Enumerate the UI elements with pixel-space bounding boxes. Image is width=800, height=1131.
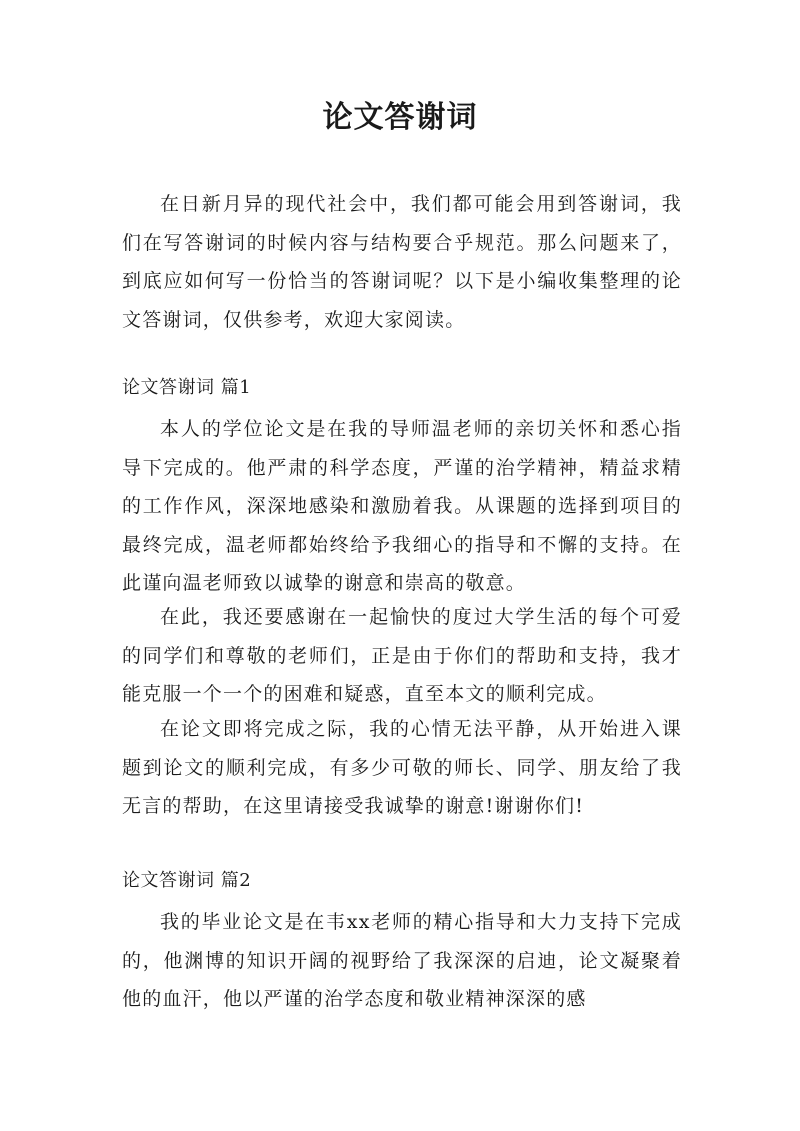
section-1-heading: 论文答谢词 篇1 [122,377,252,398]
section-1-paragraph-3: 在论文即将完成之际，我的心情无法平静，从开始进入课题到论文的顺利完成，有多少可敬的师长、同学、朋友给了我无言的帮助，在这里请接受我诚挚的谢意!谢谢你们! [122,718,682,817]
document-title: 论文答谢词 [322,100,478,135]
intro-paragraph: 在日新月异的现代社会中，我们都可能会用到答谢词，我们在写答谢词的时候内容与结构要合乎规范。那么问题来了，到底应如何写一份恰当的答谢词呢？以下是小编收集整理的论文答谢词，仅供参考，欢迎大家阅读。 [122,193,682,331]
section-1-paragraph-1: 本人的学位论文是在我的导师温老师的亲切关怀和悉心指导下完成的。他严肃的科学态度，严谨的治学精神，精益求精的工作作风，深深地感染和激励着我。从课题的选择到项目的最终完成，温老师都始终给予我细心的指导和不懈的支持。在此谨向温老师致以诚挚的谢意和崇高的敬意。 [122,418,682,594]
section-1-paragraph-2: 在此，我还要感谢在一起愉快的度过大学生活的每个可爱的同学们和尊敬的老师们，正是由于你们的帮助和支持，我才能克服一个一个的困难和疑惑，直至本文的顺利完成。 [122,606,682,705]
section-2-paragraph-1: 我的毕业论文是在韦xx老师的精心指导和大力支持下完成的，他渊博的知识开阔的视野给了我深深的启迪，论文凝聚着他的血汗，他以严谨的治学态度和敬业精神深深的感 [122,911,682,1010]
section-2-heading: 论文答谢词 篇2 [122,870,252,891]
